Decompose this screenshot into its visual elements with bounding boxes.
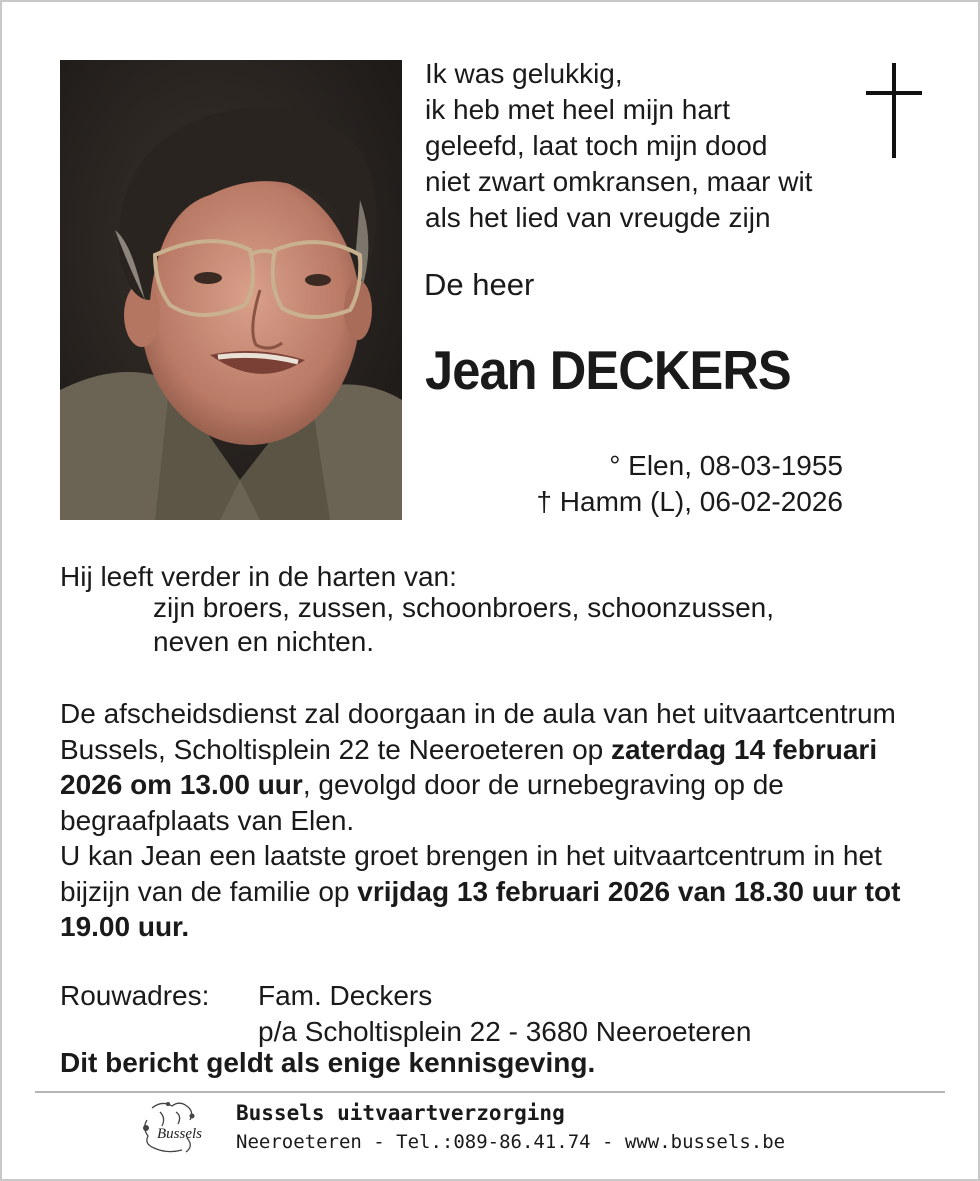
deceased-name: Jean DECKERS (425, 339, 791, 401)
death-date: † Hamm (L), 06-02-2026 (536, 486, 843, 517)
ceremony-text (60, 696, 940, 945)
poem (425, 56, 812, 236)
company-name: Bussels uitvaartverzorging (236, 1101, 565, 1125)
divider (35, 1091, 945, 1093)
survivors-line: neven en nichten. (153, 626, 375, 657)
mourning-address (258, 978, 751, 1050)
survivors-list (153, 591, 774, 659)
address-label: Rouwadres: (60, 980, 210, 1011)
salutation: De heer (424, 267, 535, 302)
portrait-photo (60, 60, 402, 520)
poem-line: ik heb met heel mijn hart (425, 94, 731, 125)
life-dates (495, 448, 843, 520)
ceremony-date: zaterdag 14 februari 2026 om 13.00 uur (60, 733, 878, 800)
cross-icon (866, 63, 922, 158)
poem-line: geleefd, laat toch mijn dood (425, 130, 768, 161)
address-line: Fam. Deckers (258, 980, 433, 1011)
visitation-text: U kan Jean een laatste groet brengen in het uitvaartcentrum in het bijzijn van de familie op (60, 840, 882, 907)
birth-date: ° Elen, 08-03-1955 (609, 450, 843, 481)
ceremony-text-part: , gevolgd door de urnebegraving op de begraafplaats van Elen. (60, 769, 784, 836)
survivors-intro: Hij leeft verder in de harten van: (60, 561, 457, 592)
logo-text: Bussels (157, 1126, 202, 1142)
survivors-line: zijn broers, zussen, schoonbroers, schoonzussen, (153, 592, 774, 623)
notice-text: Dit bericht geldt als enige kennisgeving. (60, 1047, 596, 1078)
address-line: p/a Scholtisplein 22 - 3680 Neeroeteren (258, 1016, 752, 1047)
bussels-logo (132, 1098, 222, 1156)
poem-line: Ik was gelukkig, (425, 58, 623, 89)
ceremony-text-part: De afscheidsdienst zal doorgaan in de aula van het uitvaartcentrum Bussels, Scholtisplein 22 te Neeroeteren op (60, 698, 896, 765)
company-contact: Neeroeteren - Tel.:089-86.41.74 - www.bussels.be (236, 1131, 786, 1153)
poem-line: niet zwart omkransen, maar wit (425, 166, 813, 197)
poem-line: als het lied van vreugde zijn (425, 202, 771, 233)
visitation-date: vrijdag 13 februari 2026 van 18.30 uur tot 19.00 uur. (60, 875, 901, 942)
